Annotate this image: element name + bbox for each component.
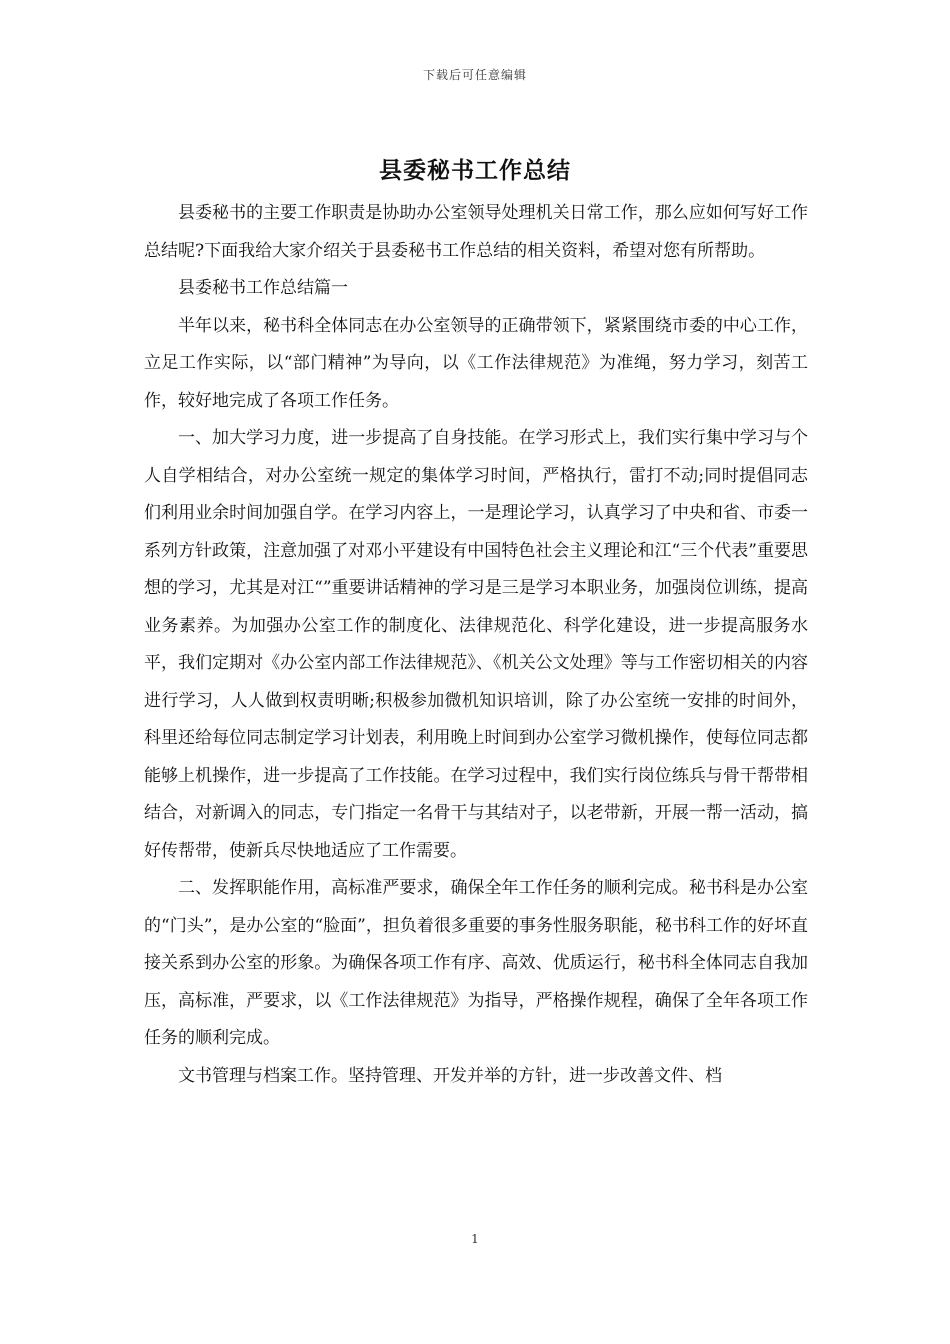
paragraph-intro: 县委秘书的主要工作职责是协助办公室领导处理机关日常工作，那么应如何写好工作总结呢?下面我给大家介绍关于县委秘书工作总结的相关资料，希望对您有所帮助。	[144, 203, 808, 261]
document-body	[144, 195, 808, 1095]
paragraph-overview: 半年以来，秘书科全体同志在办公室领导的正确带领下，紧紧围绕市委的中心工作，立足工作实际，以“部门精神”为导向，以《工作法律规范》为准绳，努力学习，刻苦工作，较好地完成了各项工作任务。	[144, 315, 808, 411]
section-heading: 县委秘书工作总结篇一	[178, 278, 348, 298]
paragraph-study: 一、加大学习力度，进一步提高了自身技能。在学习形式上，我们实行集中学习与个人自学相结合，对办公室统一规定的集体学习时间，严格执行，雷打不动;同时提倡同志们利用业余时间加强自学。在学习内容上，一是理论学习，认真学习了中央和省、市委一系列方针政策，注意加强了对邓小平建设有中国特色社会主义理论和江“三个代表”重要思想的学习，尤其是对江“”重要讲话精神的学习是三是学习本职业务，加强岗位训练，提高业务素养。为加强办公室工作的制度化、法律规范化、科学化建设，进一步提高服务水平，我们定期对《办公室内部工作法律规范》、《机关公文处理》等与工作密切相关的内容进行学习，人人做到权责明晰;积极参加微机知识培训，除了办公室统一安排的时间外，科里还给每位同志制定学习计划表，利用晚上时间到办公室学习微机操作，使每位同志都能够上机操作，进一步提高了工作技能。在学习过程中，我们实行岗位练兵与骨干帮带相结合，对新调入的同志，专门指定一名骨干与其结对子，以老带新，开展一帮一活动，搞好传帮带，使新兵尽快地适应了工作需要。	[144, 428, 808, 861]
page-number: 1	[471, 1232, 479, 1246]
page-header: 下载后可任意编辑	[422, 68, 527, 82]
document-title: 县委秘书工作总结	[379, 157, 571, 184]
paragraph-duties: 二、发挥职能作用，高标准严要求，确保全年工作任务的顺利完成。秘书科是办公室的“门头”，是办公室的“脸面”，担负着很多重要的事务性服务职能，秘书科工作的好坏直接关系到办公室的形象。为确保各项工作有序、高效、优质运行，秘书科全体同志自我加压，高标准，严要求，以《工作法律规范》为指导，严格操作规程，确保了全年各项工作任务的顺利完成。	[144, 878, 808, 1048]
paragraph-archives: 文书管理与档案工作。坚持管理、开发并举的方针，进一步改善文件、档	[178, 1065, 722, 1086]
